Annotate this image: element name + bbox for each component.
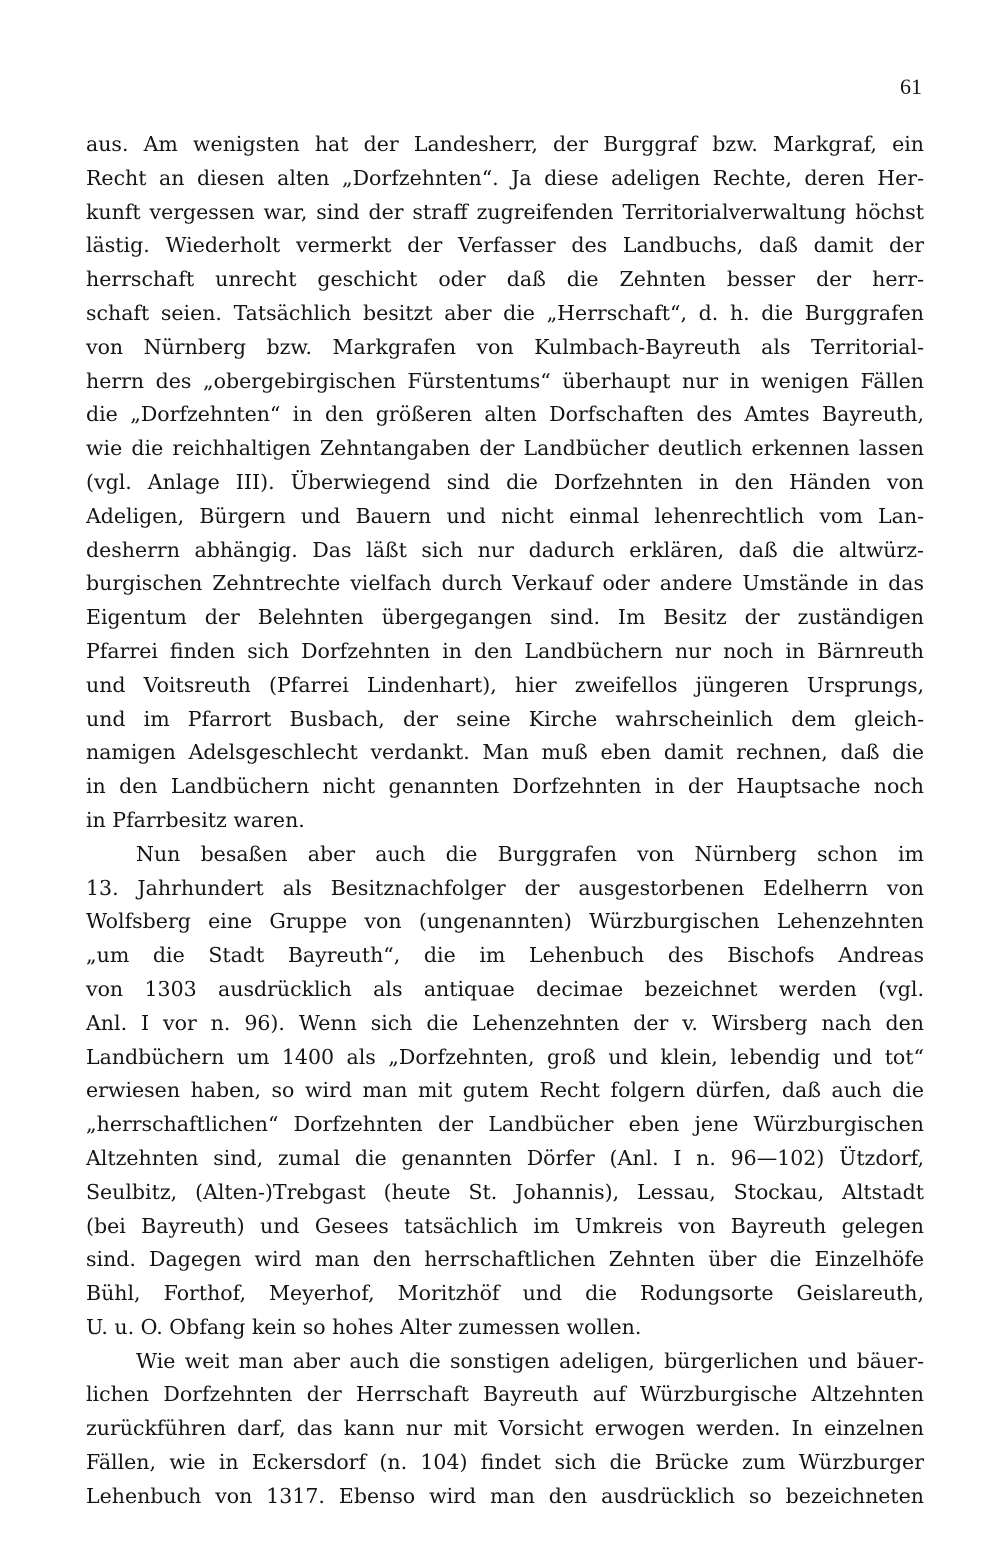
text-line: herrn des „obergebirgischen Fürstentums“ überhaupt nur in wenigen Fällen [86, 368, 924, 393]
paragraph [86, 128, 924, 838]
text-line: Seulbitz, (Alten-)Trebgast (heute St. Johannis), Lessau, Stockau, Altstadt [86, 1179, 924, 1204]
text-line: aus. Am wenigsten hat der Landesherr, der Burggraf bzw. Markgraf, ein [86, 132, 924, 156]
text-line: und Voitsreuth (Pfarrei Lindenhart), hier zweifellos jüngeren Ursprungs, [86, 672, 924, 697]
body-text [86, 128, 924, 1514]
text-line: wie die reichhaltigen Zehntangaben der Landbücher deutlich erkennen lassen [86, 436, 924, 461]
text-line: lichen Dorfzehnten der Herrschaft Bayreuth auf Würzburgische Altzehnten [86, 1382, 924, 1407]
text-line: 13. Jahrhundert als Besitznachfolger der ausgestorbenen Edelherrn von [86, 875, 924, 900]
text-line: schaft seien. Tatsächlich besitzt aber die „Herrschaft“, d. h. die Burggrafen [86, 300, 924, 325]
text-line: Eigentum der Belehnten übergegangen sind. Im Besitz der zuständigen [86, 605, 924, 630]
text-line: Recht an diesen alten „Dorfzehnten“. Ja diese adeligen Rechte, deren Her- [86, 165, 924, 190]
text-line: Wolfsberg eine Gruppe von (ungenannten) Würzburgischen Lehenzehnten [86, 909, 924, 934]
text-line: in Pfarrbesitz waren. [86, 807, 305, 832]
text-line: Lehenbuch von 1317. Ebenso wird man den ausdrücklich so bezeichneten [86, 1483, 924, 1508]
text-line: sind. Dagegen wird man den herrschaftlichen Zehnten über die Einzelhöfe [86, 1247, 924, 1272]
text-line: desherrn abhängig. Das läßt sich nur dadurch erklären, daß die altwürz- [86, 537, 924, 562]
paragraph [86, 1345, 924, 1514]
text-line: namigen Adelsgeschlecht verdankt. Man muß eben damit rechnen, daß die [86, 740, 924, 765]
text-line: Landbüchern um 1400 als „Dorfzehnten, groß und klein, lebendig und tot“ [86, 1044, 924, 1069]
text-line: in den Landbüchern nicht genannten Dorfzehnten in der Hauptsache noch [86, 774, 924, 799]
text-line: (vgl. Anlage III). Überwiegend sind die Dorfzehnten in den Händen von [86, 469, 924, 494]
text-line: (bei Bayreuth) und Gesees tatsächlich im Umkreis von Bayreuth gelegen [86, 1213, 924, 1238]
text-line: von 1303 ausdrücklich als antiquae decimae bezeichnet werden (vgl. [86, 976, 924, 1001]
text-line: und im Pfarrort Busbach, der seine Kirche wahrscheinlich dem gleich- [86, 706, 924, 731]
text-line: von Nürnberg bzw. Markgrafen von Kulmbach-Bayreuth als Territorial- [86, 334, 924, 359]
text-line: „herrschaftlichen“ Dorfzehnten der Landbücher eben jene Würzburgischen [86, 1112, 924, 1137]
text-line: Fällen, wie in Eckersdorf (n. 104) findet sich die Brücke zum Würzburger [86, 1450, 924, 1475]
paragraph [86, 838, 924, 1345]
text-line: die „Dorfzehnten“ in den größeren alten Dorfschaften des Amtes Bayreuth, [86, 402, 924, 427]
text-line: Pfarrei finden sich Dorfzehnten in den Landbüchern nur noch in Bärnreuth [86, 638, 924, 663]
text-line: „um die Stadt Bayreuth“, die im Lehenbuch des Bischofs Andreas [86, 943, 924, 968]
text-line: Wie weit man aber auch die sonstigen adeligen, bürgerlichen und bäuer- [136, 1348, 924, 1373]
text-line: herrschaft unrecht geschicht oder daß die Zehnten besser der herr- [86, 267, 924, 292]
text-line: Bühl, Forthof, Meyerhof, Moritzhöf und die Rodungsorte Geislareuth, [86, 1281, 924, 1306]
text-line: erwiesen haben, so wird man mit gutem Recht folgern dürfen, daß auch die [86, 1078, 924, 1103]
text-line: Nun besaßen aber auch die Burggrafen von Nürnberg schon im [136, 841, 924, 866]
text-line: Altzehnten sind, zumal die genannten Dörfer (Anl. I n. 96—102) Ützdorf, [86, 1145, 924, 1170]
text-line: Adeligen, Bürgern und Bauern und nicht einmal lehenrechtlich vom Lan- [86, 503, 924, 528]
text-line: U. u. O. Obfang kein so hohes Alter zumessen wollen. [86, 1314, 642, 1339]
text-line: lästig. Wiederholt vermerkt der Verfasser des Landbuchs, daß damit der [86, 233, 924, 258]
text-line: zurückführen darf, das kann nur mit Vorsicht erwogen werden. In einzelnen [86, 1416, 924, 1441]
text-line: Anl. I vor n. 96). Wenn sich die Lehenzehnten der v. Wirsberg nach den [86, 1010, 924, 1035]
text-line: kunft vergessen war, sind der straff zugreifenden Territorialverwaltung höchst [86, 199, 924, 224]
page-number: 61 [900, 74, 922, 99]
text-line: burgischen Zehntrechte vielfach durch Verkauf oder andere Umstände in das [86, 571, 924, 596]
